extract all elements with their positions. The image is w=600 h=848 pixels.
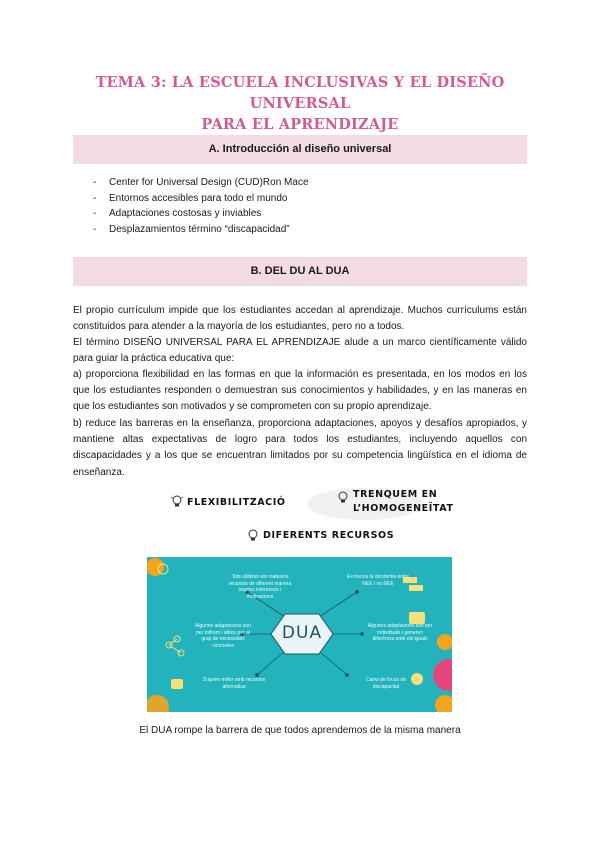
lightbulb-icon bbox=[171, 494, 183, 508]
bullet-item: - Adaptaciones costosas y inviables bbox=[93, 206, 309, 222]
node-top-left: Tots utilitzen els mateixos recursos de diferent manera segons interessos i motivacions bbox=[228, 574, 292, 600]
concept-image-labels bbox=[165, 484, 454, 546]
label-diferents-recursos: DIFERENTS RECURSOS bbox=[263, 530, 395, 541]
section-a-heading bbox=[73, 135, 527, 164]
paragraph-dua-definition: El término DISEÑO UNIVERSAL PARA EL APRENDIZAJE alude a un marco científicamente válido para guiar la práctica educativa que: bbox=[73, 337, 527, 365]
lightbulb-icon bbox=[247, 528, 259, 542]
section-b-heading bbox=[73, 257, 527, 286]
dua-diagram-image bbox=[147, 557, 452, 712]
document-title bbox=[70, 72, 530, 135]
title-line-1: TEMA 3: LA ESCUELA INCLUSIVAS Y EL DISEÑO UNIVERSAL bbox=[95, 74, 505, 112]
bullet-item: - Center for Universal Design (CUD)Ron Mace bbox=[93, 175, 309, 191]
center-dua-label: DUA bbox=[281, 623, 323, 643]
decor-circle-orange bbox=[435, 695, 452, 712]
decor-circle-pink bbox=[433, 659, 452, 691]
label-flexibilitzacio: FLEXIBILITZACIÓ bbox=[187, 497, 286, 508]
label-trenquem-1: TRENQUEM EN bbox=[353, 489, 438, 500]
paragraph-a: a) proporciona flexibilidad en las formas en que la información es presentada, en los modos en los que los estudiantes responden o demuestran sus conocimientos y habilidades, y en las maneras en que los estudiantes son motivados y se comprometen con su propio aprendizaje. bbox=[73, 369, 527, 413]
paragraph-curriculum: El propio currículum impide que los estudiantes accedan al aprendizaje. Muchos currículums están constituidos para atender a la mayoría de los estudiantes, pero no a todos. bbox=[73, 305, 527, 333]
bullet-item: - Desplazamientos término “discapacidad” bbox=[93, 222, 309, 238]
lightbulb-icon bbox=[337, 490, 349, 504]
title-line-2: PARA EL APRENDIZAJE bbox=[201, 116, 399, 133]
figure-caption: El DUA rompe la barrera de que todos aprendemos de la misma manera bbox=[139, 725, 461, 736]
section-a-heading-text: A. Introducción al diseño universal bbox=[208, 143, 392, 155]
paragraph-b: b) reduce las barreras en la enseñanza, proporciona adaptaciones, apoyos y desafíos apropiados, y mantiene altas expectativas de logro para todos los estudiantes, incluyendo aquellos con discapacidades y a los que se encuentran limitados por su competencia lingüística en el idioma de enseñanza. bbox=[73, 418, 527, 478]
section-b-heading-text: B. DEL DU AL DUA bbox=[250, 265, 350, 277]
section-a-bullet-list bbox=[93, 175, 309, 237]
decor-circle-orange bbox=[147, 695, 169, 712]
bullet-item: - Entornos accesibles para todo el mundo bbox=[93, 191, 309, 207]
node-bottom-right: Canvi de focus de discapacitat bbox=[365, 677, 407, 690]
decor-circle-orange bbox=[437, 634, 452, 650]
node-top-right: Es trenca la dicotomia entre NEE i no NEE bbox=[347, 574, 409, 587]
node-middle-right: Algunes adaptacions són per individuals i generen diferència amb els iguals bbox=[367, 623, 433, 642]
node-middle-left: Algunes adaptacions són per tothom i altres per al grup de necessitats concretes bbox=[195, 623, 251, 649]
node-bottom-left: S’aprèn millor amb recursos alternatius bbox=[202, 677, 266, 690]
label-trenquem-2: L’HOMOGENEÏTAT bbox=[353, 503, 454, 514]
